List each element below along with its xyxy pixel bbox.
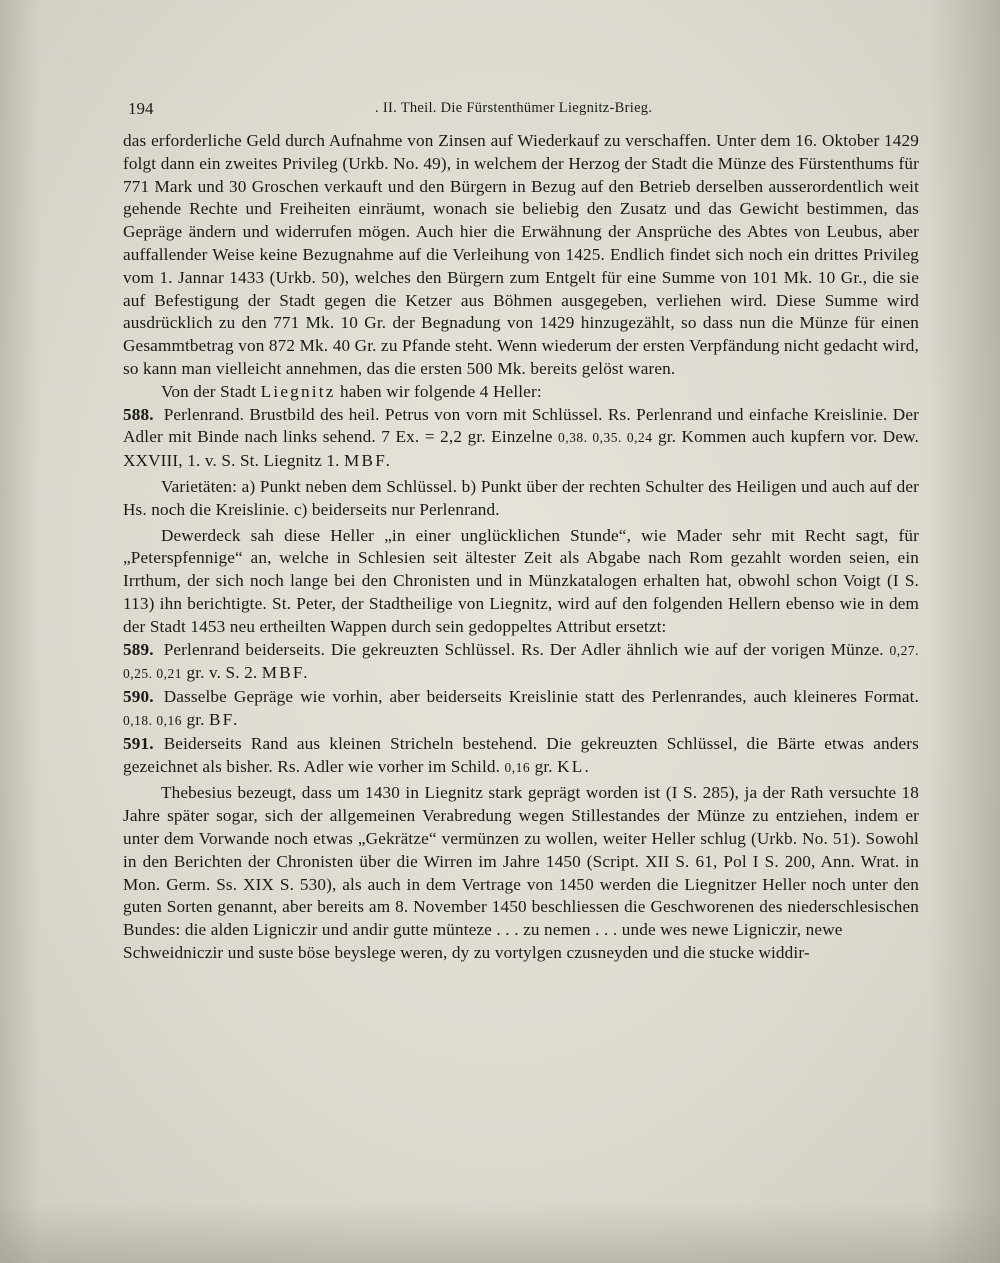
collection-ref: BF. — [209, 709, 240, 729]
entry-number: 589. — [123, 639, 154, 659]
page-header — [128, 99, 918, 123]
collection-ref: MBF. — [261, 663, 310, 683]
paragraph-dewerdeck: Dewerdeck sah diese Heller „in einer unglücklichen Stunde“, wie Mader sehr mit Recht sagt, für „Peterspfennige“ an, welche in Schlesien seit ältester Zeit als Abgabe nach Rom gezahlt worden seien, ein Irrthum, der sich noch lange bei den Chronisten und in Münzkatalogen erhalten hat, obwohl schon Voigt (I S. 113) ihn berichtigte. St. Peter, der Stadtheilige von Liegnitz, wird auf den folgenden Hellern ebenso wie in dem der Stadt 1453 neu ertheilten Wappen durch sein gedoppeltes Attribut ersetzt: — [123, 525, 919, 636]
spaced-place-name: Liegnitz — [260, 381, 336, 401]
catalog-entry-591: 591. Beiderseits Rand aus kleinen Stricheln bestehend. Die gekreuzten Schlüssel, die Bärte etwas anders gezeichnet als bisher. Rs. Adler wie vorher im Schild. 0,16 gr. KL. — [123, 733, 919, 776]
paragraph-heller-intro: Von der Stadt Liegnitz haben wir folgende 4 Heller: — [161, 381, 542, 401]
weights: 0,27. 0,25. 0,21 — [123, 642, 919, 682]
collection-ref: KL. — [557, 756, 591, 776]
catalog-entry-588: 588. Perlenrand. Brustbild des heil. Petrus von vorn mit Schlüssel. Rs. Perlenrand und einfache Kreislinie. Der Adler mit Binde nach links sehend. 7 Ex. = 2,2 gr. Einzelne 0,38. 0,35. 0,24 gr. Kommen auch kupfern vor. Dew. XXVIII, 1. v. S. St. Liegnitz 1. MBF. — [123, 404, 920, 471]
paragraph-thebesius: Thebesius bezeugt, dass um 1430 in Liegnitz stark geprägt worden ist (I S. 285), ja der Rath versuchte 18 Jahre später sogar, sich der allgemeinen Verabredung wegen Stillestandes der Münze zu entziehen, indem er unter dem Vorwande noch etwas „Gekrätze“ vermünzen zu wollen, weiter Heller schlug (Urkb. No. 51). Sowohl in den Berichten der Chronisten über die Wirren im Jahre 1450 (Script. XII S. 61, Pol I S. 200, Ann. Wrat. in Mon. Germ. Ss. XIX S. 530), als auch in dem Vertrage von 1450 werden die Liegnitzer Heller noch unter den guten Sorten genannt, aber bereits am 8. November 1450 beschliessen die Geschworenen des niederschlesischen Bundes: die alden Ligniczir und andir gutte münteze . . . zu nemen . . . unde wes newe Ligniczir, newe — [123, 783, 919, 940]
collection-ref: MBF. — [344, 451, 393, 471]
entry-number: 590. — [123, 687, 154, 707]
paragraph-last-line: Schweidniczir und suste böse beyslege weren, dy zu vortylgen czusneyden und die stucke widdir- — [123, 942, 810, 962]
weights: 0,38. 0,35. 0,24 — [558, 430, 653, 446]
catalog-entry-589: 589. Perlenrand beiderseits. Die gekreuzten Schlüssel. Rs. Der Adler ähnlich wie auf der vorigen Münze. 0,27. 0,25. 0,21 gr. v. S. 2. MBF. — [123, 639, 919, 683]
page-shadow-bottom — [0, 1203, 1000, 1263]
page-body — [123, 130, 919, 965]
entry-number: 591. — [123, 733, 154, 753]
weights: 0,16 — [504, 759, 531, 775]
page-number: 194 — [128, 99, 154, 118]
page-shadow-right — [930, 0, 1000, 1263]
paragraph-intro: das erforderliche Geld durch Aufnahme von Zinsen auf Wiederkauf zu verschaffen. Unter dem 16. Oktober 1429 folgt dann ein zweites Privileg (Urkb. No. 49), in welchem der Herzog der Stadt die Münze des Fürstenthums für 771 Mark und 30 Groschen verkauft und den Bürgern in Bezug auf den Betrieb derselben ausserordentlich weit gehende Rechte und Freiheiten einräumt, wonach sie beliebig den Zusatz und das Gewicht bestimmen, das Gepräge ändern und widerrufen mögen. Auch hier die Erwähnung der Ansprüche des Abtes von Leubus, aber auffallender Weise keine Bezugnahme auf die Verleihung von 1425. Endlich findet sich noch ein drittes Privileg vom 1. Jannar 1433 (Urkb. 50), welches den Bürgern zum Entgelt für eine Summe von 101 Mk. 10 Gr., die sie auf Befestigung der Stadt gegen die Ketzer aus Böhmen ausgegeben, verliehen wird. Diese Summe wird ausdrücklich zu den 771 Mk. 10 Gr. der Begnadung von 1429 hinzugezählt, so dass nun die Münze für einen Gesammtbetrag von 872 Mk. 40 Gr. zu Pfande steht. Wenn wiederum der ersten Verpfändung nicht gedacht wird, so kann man vielleicht annehmen, das die ersten 500 Mk. bereits gelöst waren. — [123, 131, 919, 378]
entry-number: 588. — [123, 404, 154, 424]
running-head: . II. Theil. Die Fürstenthümer Liegnitz-Brieg. — [375, 100, 653, 116]
weights: 0,18. 0,16 — [123, 712, 182, 728]
page-shadow-left — [0, 0, 40, 1263]
catalog-entry-590: 590. Dasselbe Gepräge wie vorhin, aber beiderseits Kreislinie statt des Perlenrandes, auch kleineres Format. 0,18. 0,16 gr. BF. — [123, 687, 919, 729]
paragraph-varieties: Varietäten: a) Punkt neben dem Schlüssel. b) Punkt über der rechten Schulter des Heiligen und auch auf der Hs. noch die Kreislinie. c) beiderseits nur Perlenrand. — [123, 476, 919, 519]
